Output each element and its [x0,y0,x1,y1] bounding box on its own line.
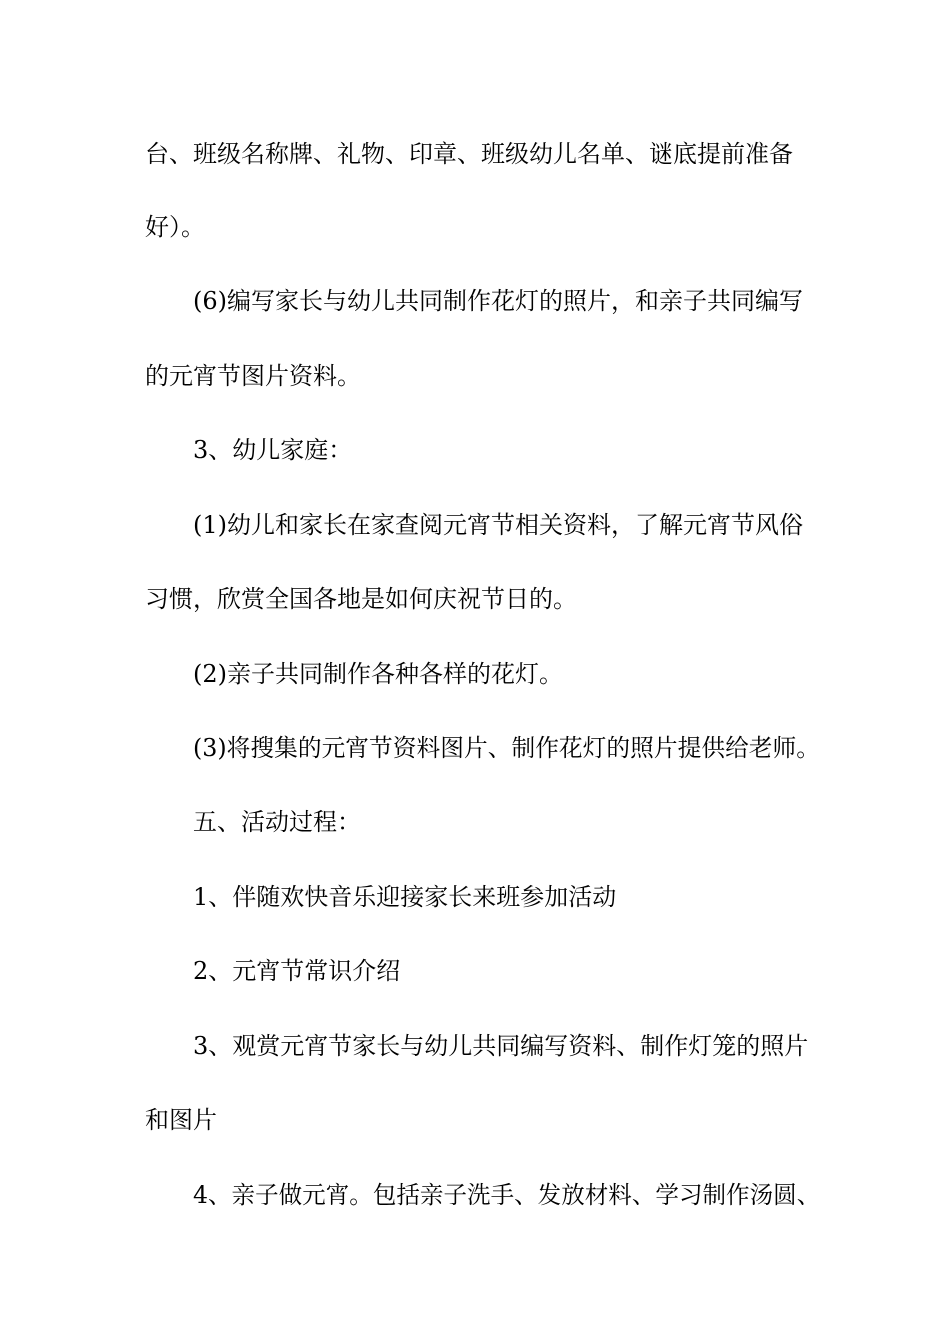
text-line-15: 4、亲子做元宵。包括亲子洗手、发放材料、学习制作汤圆、 [193,1181,821,1209]
text-line-13: 3、观赏元宵节家长与幼儿共同编写资料、制作灯笼的照片 [193,1032,809,1060]
text-line-9: (3)将搜集的元宵节资料图片、制作花灯的照片提供给老师。 [193,734,821,762]
text-line-8: (2)亲子共同制作各种各样的花灯。 [193,660,563,688]
section-heading-family: 3、幼儿家庭： [193,436,353,464]
text-line-12: 2、元宵节常识介绍 [193,957,401,985]
text-line-11: 1、伴随欢快音乐迎接家长来班参加活动 [193,883,617,911]
text-line-14: 和图片 [145,1106,217,1134]
section-heading-activity-process: 五、活动过程： [193,808,361,836]
text-line-7: 习惯，欣赏全国各地是如何庆祝节日的。 [145,585,577,613]
text-line-6: (1)幼儿和家长在家查阅元宵节相关资料，了解元宵节风俗 [193,511,803,539]
text-line-1: 台、班级名称牌、礼物、印章、班级幼儿名单、谜底提前准备 [145,140,793,168]
text-line-4: 的元宵节图片资料。 [145,362,361,390]
text-line-3: (6)编写家长与幼儿共同制作花灯的照片，和亲子共同编写 [193,287,803,315]
text-line-2: 好）。 [145,213,205,241]
